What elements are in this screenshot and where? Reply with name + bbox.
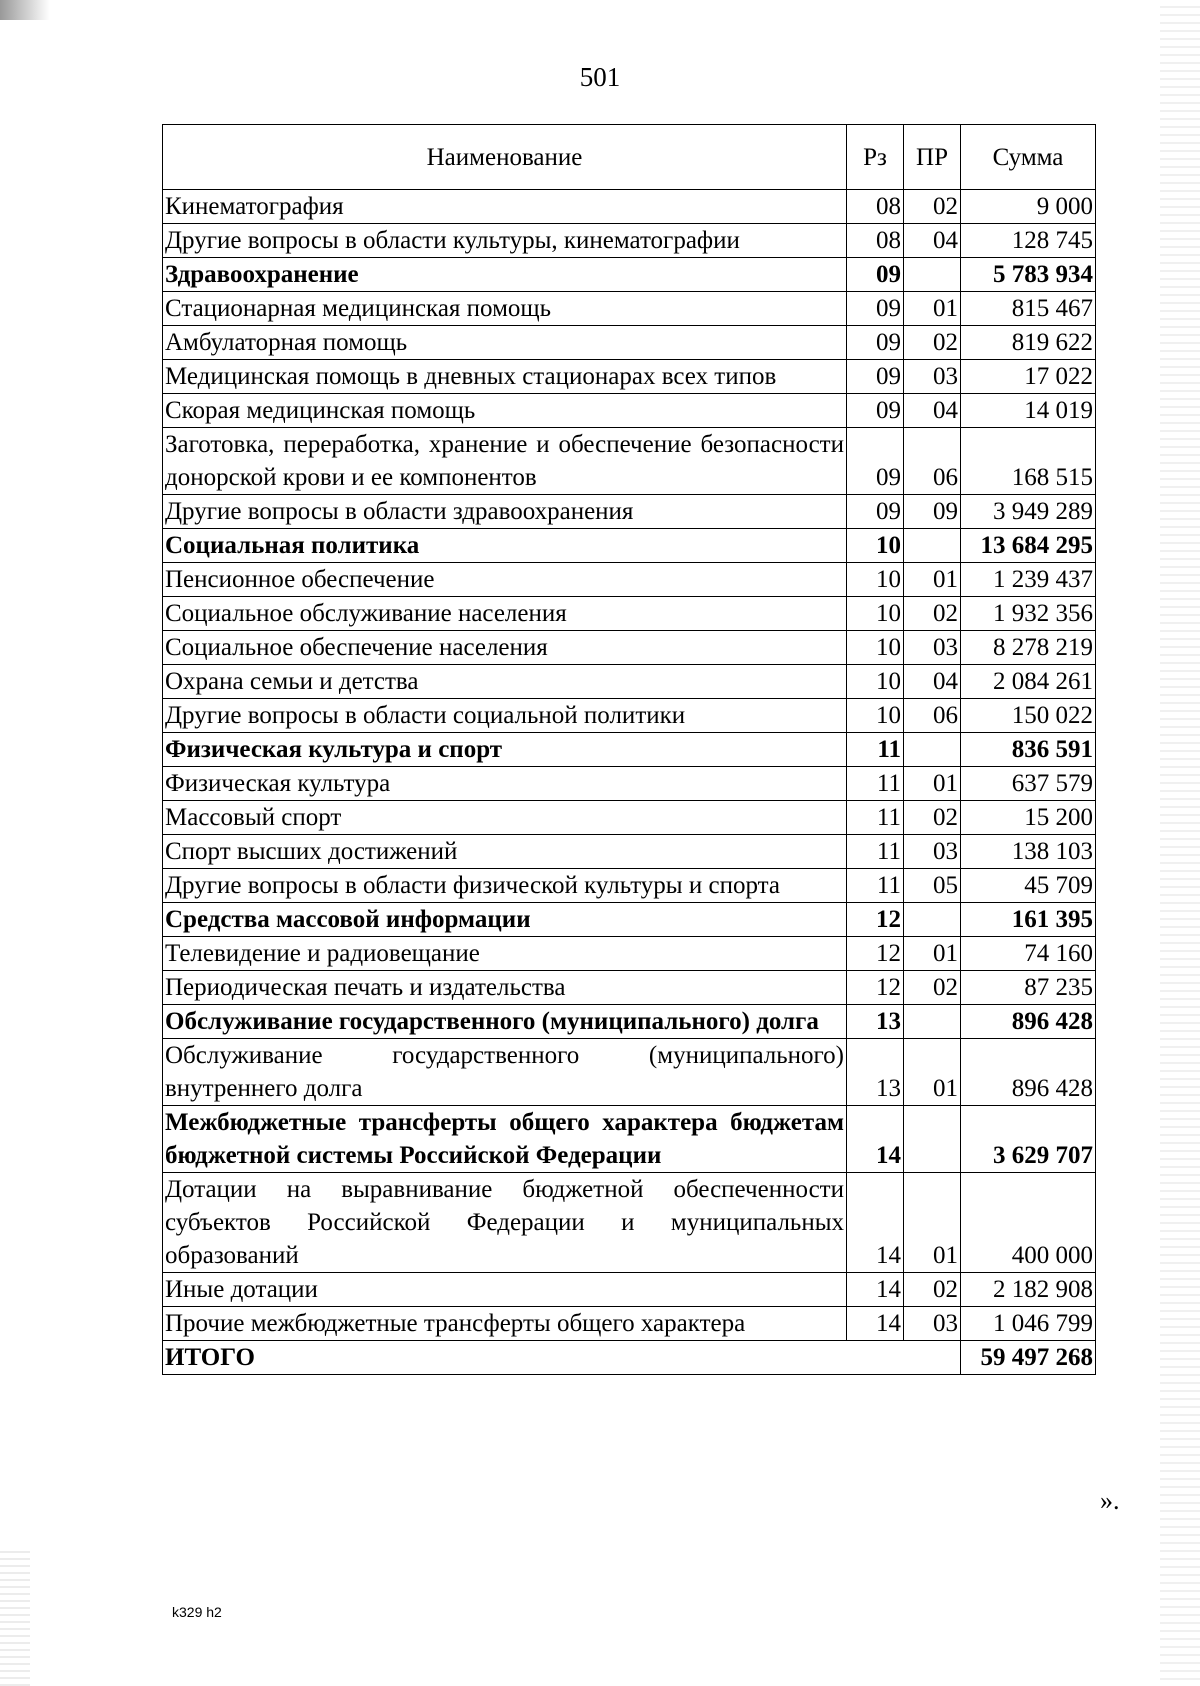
row-name: Массовый спорт <box>163 801 847 835</box>
row-sum: 74 160 <box>961 937 1096 971</box>
row-pr: 03 <box>904 1307 961 1341</box>
row-pr <box>904 733 961 767</box>
table-row <box>163 597 1096 631</box>
row-name: Другие вопросы в области культуры, кинематографии <box>163 224 847 258</box>
row-pr: 06 <box>904 699 961 733</box>
row-pr: 01 <box>904 563 961 597</box>
table-row <box>163 258 1096 292</box>
row-pr: 03 <box>904 360 961 394</box>
row-sum: 8 278 219 <box>961 631 1096 665</box>
row-rz: 14 <box>847 1106 904 1173</box>
table-row <box>163 190 1096 224</box>
row-sum: 14 019 <box>961 394 1096 428</box>
row-name: Пенсионное обеспечение <box>163 563 847 597</box>
table-row <box>163 360 1096 394</box>
scan-artifact <box>0 0 50 20</box>
row-sum: 9 000 <box>961 190 1096 224</box>
row-name: Периодическая печать и издательства <box>163 971 847 1005</box>
row-sum: 815 467 <box>961 292 1096 326</box>
row-pr: 02 <box>904 1273 961 1307</box>
table-row <box>163 1005 1096 1039</box>
row-pr: 02 <box>904 326 961 360</box>
table-row <box>163 699 1096 733</box>
row-name: Межбюджетные трансферты общего характера бюджетам бюджетной системы Российской Федерации <box>163 1106 847 1173</box>
table-row <box>163 971 1096 1005</box>
row-sum: 1 932 356 <box>961 597 1096 631</box>
table-row <box>163 1173 1096 1273</box>
table-row <box>163 801 1096 835</box>
row-pr: 01 <box>904 767 961 801</box>
row-rz: 09 <box>847 292 904 326</box>
table-row <box>163 292 1096 326</box>
row-rz: 10 <box>847 699 904 733</box>
table-row <box>163 1106 1096 1173</box>
table-row <box>163 495 1096 529</box>
table-row <box>163 869 1096 903</box>
table-row <box>163 326 1096 360</box>
table-row <box>163 224 1096 258</box>
row-name: Обслуживание государственного (муниципального) внутреннего долга <box>163 1039 847 1106</box>
row-sum: 13 684 295 <box>961 529 1096 563</box>
row-pr <box>904 258 961 292</box>
row-pr: 01 <box>904 937 961 971</box>
row-sum: 3 949 289 <box>961 495 1096 529</box>
row-pr: 04 <box>904 665 961 699</box>
row-rz: 09 <box>847 495 904 529</box>
total-sum: 59 497 268 <box>961 1341 1096 1375</box>
row-rz: 11 <box>847 801 904 835</box>
table-row <box>163 1307 1096 1341</box>
row-sum: 2 182 908 <box>961 1273 1096 1307</box>
row-name: Социальное обслуживание населения <box>163 597 847 631</box>
row-pr: 04 <box>904 394 961 428</box>
row-rz: 11 <box>847 835 904 869</box>
row-rz: 14 <box>847 1307 904 1341</box>
footer-code: k329 h2 <box>172 1604 222 1620</box>
row-sum: 150 022 <box>961 699 1096 733</box>
budget-table <box>162 124 1096 1375</box>
row-pr: 01 <box>904 292 961 326</box>
table-row <box>163 665 1096 699</box>
row-rz: 10 <box>847 631 904 665</box>
table-row <box>163 428 1096 495</box>
closing-quote: ». <box>1100 1486 1120 1515</box>
row-name: Здравоохранение <box>163 258 847 292</box>
table-row <box>163 937 1096 971</box>
row-name: Физическая культура и спорт <box>163 733 847 767</box>
row-rz: 13 <box>847 1039 904 1106</box>
table-row <box>163 767 1096 801</box>
row-pr: 09 <box>904 495 961 529</box>
row-pr: 03 <box>904 835 961 869</box>
row-sum: 836 591 <box>961 733 1096 767</box>
row-rz: 12 <box>847 903 904 937</box>
header-pr: ПР <box>904 125 961 190</box>
row-rz: 09 <box>847 394 904 428</box>
row-pr: 04 <box>904 224 961 258</box>
row-name: Средства массовой информации <box>163 903 847 937</box>
row-name: Амбулаторная помощь <box>163 326 847 360</box>
row-sum: 896 428 <box>961 1005 1096 1039</box>
row-name: Дотации на выравнивание бюджетной обеспеченности субъектов Российской Федерации и муниципальных образований <box>163 1173 847 1273</box>
row-name: Охрана семьи и детства <box>163 665 847 699</box>
table-row <box>163 394 1096 428</box>
row-sum: 1 046 799 <box>961 1307 1096 1341</box>
row-pr: 02 <box>904 597 961 631</box>
table-row <box>163 903 1096 937</box>
row-rz: 13 <box>847 1005 904 1039</box>
row-name: Другие вопросы в области социальной политики <box>163 699 847 733</box>
row-name: Другие вопросы в области физической культуры и спорта <box>163 869 847 903</box>
row-pr: 05 <box>904 869 961 903</box>
row-name: Кинематография <box>163 190 847 224</box>
row-sum: 138 103 <box>961 835 1096 869</box>
row-name: Прочие межбюджетные трансферты общего характера <box>163 1307 847 1341</box>
row-rz: 09 <box>847 428 904 495</box>
row-sum: 896 428 <box>961 1039 1096 1106</box>
row-sum: 161 395 <box>961 903 1096 937</box>
table-row <box>163 563 1096 597</box>
row-sum: 5 783 934 <box>961 258 1096 292</box>
row-name: Другие вопросы в области здравоохранения <box>163 495 847 529</box>
header-name: Наименование <box>163 125 847 190</box>
row-sum: 400 000 <box>961 1173 1096 1273</box>
row-pr <box>904 903 961 937</box>
row-pr: 03 <box>904 631 961 665</box>
row-pr: 02 <box>904 190 961 224</box>
row-rz: 10 <box>847 665 904 699</box>
table-body <box>163 190 1096 1341</box>
row-sum: 3 629 707 <box>961 1106 1096 1173</box>
row-pr: 02 <box>904 971 961 1005</box>
row-name: Стационарная медицинская помощь <box>163 292 847 326</box>
row-rz: 12 <box>847 937 904 971</box>
row-sum: 17 022 <box>961 360 1096 394</box>
row-name: Социальное обеспечение населения <box>163 631 847 665</box>
table-row <box>163 1039 1096 1106</box>
scan-artifact <box>0 1546 30 1686</box>
row-pr <box>904 529 961 563</box>
row-pr <box>904 1106 961 1173</box>
row-sum: 87 235 <box>961 971 1096 1005</box>
row-rz: 11 <box>847 767 904 801</box>
header-rz: Рз <box>847 125 904 190</box>
row-name: Скорая медицинская помощь <box>163 394 847 428</box>
row-name: Иные дотации <box>163 1273 847 1307</box>
row-sum: 168 515 <box>961 428 1096 495</box>
row-rz: 14 <box>847 1273 904 1307</box>
row-sum: 819 622 <box>961 326 1096 360</box>
table-header-row <box>163 125 1096 190</box>
row-name: Заготовка, переработка, хранение и обеспечение безопасности донорской крови и ее компонентов <box>163 428 847 495</box>
row-rz: 09 <box>847 326 904 360</box>
row-rz: 14 <box>847 1173 904 1273</box>
row-rz: 10 <box>847 529 904 563</box>
row-rz: 09 <box>847 360 904 394</box>
row-rz: 09 <box>847 258 904 292</box>
row-rz: 08 <box>847 224 904 258</box>
row-name: Физическая культура <box>163 767 847 801</box>
row-rz: 12 <box>847 971 904 1005</box>
row-pr: 06 <box>904 428 961 495</box>
total-row <box>163 1341 1096 1375</box>
row-name: Обслуживание государственного (муниципального) долга <box>163 1005 847 1039</box>
row-rz: 11 <box>847 733 904 767</box>
table-row <box>163 529 1096 563</box>
row-pr <box>904 1005 961 1039</box>
table-row <box>163 1273 1096 1307</box>
row-name: Телевидение и радиовещание <box>163 937 847 971</box>
row-sum: 45 709 <box>961 869 1096 903</box>
scan-artifact <box>1160 0 1200 1686</box>
header-sum: Сумма <box>961 125 1096 190</box>
row-sum: 15 200 <box>961 801 1096 835</box>
row-sum: 128 745 <box>961 224 1096 258</box>
page-number: 501 <box>579 62 621 92</box>
table-row <box>163 733 1096 767</box>
total-label: ИТОГО <box>163 1341 961 1375</box>
row-rz: 10 <box>847 597 904 631</box>
row-rz: 08 <box>847 190 904 224</box>
row-pr: 01 <box>904 1173 961 1273</box>
row-name: Медицинская помощь в дневных стационарах всех типов <box>163 360 847 394</box>
table-row <box>163 835 1096 869</box>
row-name: Спорт высших достижений <box>163 835 847 869</box>
table-row <box>163 631 1096 665</box>
row-pr: 01 <box>904 1039 961 1106</box>
row-rz: 10 <box>847 563 904 597</box>
row-pr: 02 <box>904 801 961 835</box>
row-sum: 637 579 <box>961 767 1096 801</box>
row-sum: 1 239 437 <box>961 563 1096 597</box>
row-sum: 2 084 261 <box>961 665 1096 699</box>
row-name: Социальная политика <box>163 529 847 563</box>
row-rz: 11 <box>847 869 904 903</box>
